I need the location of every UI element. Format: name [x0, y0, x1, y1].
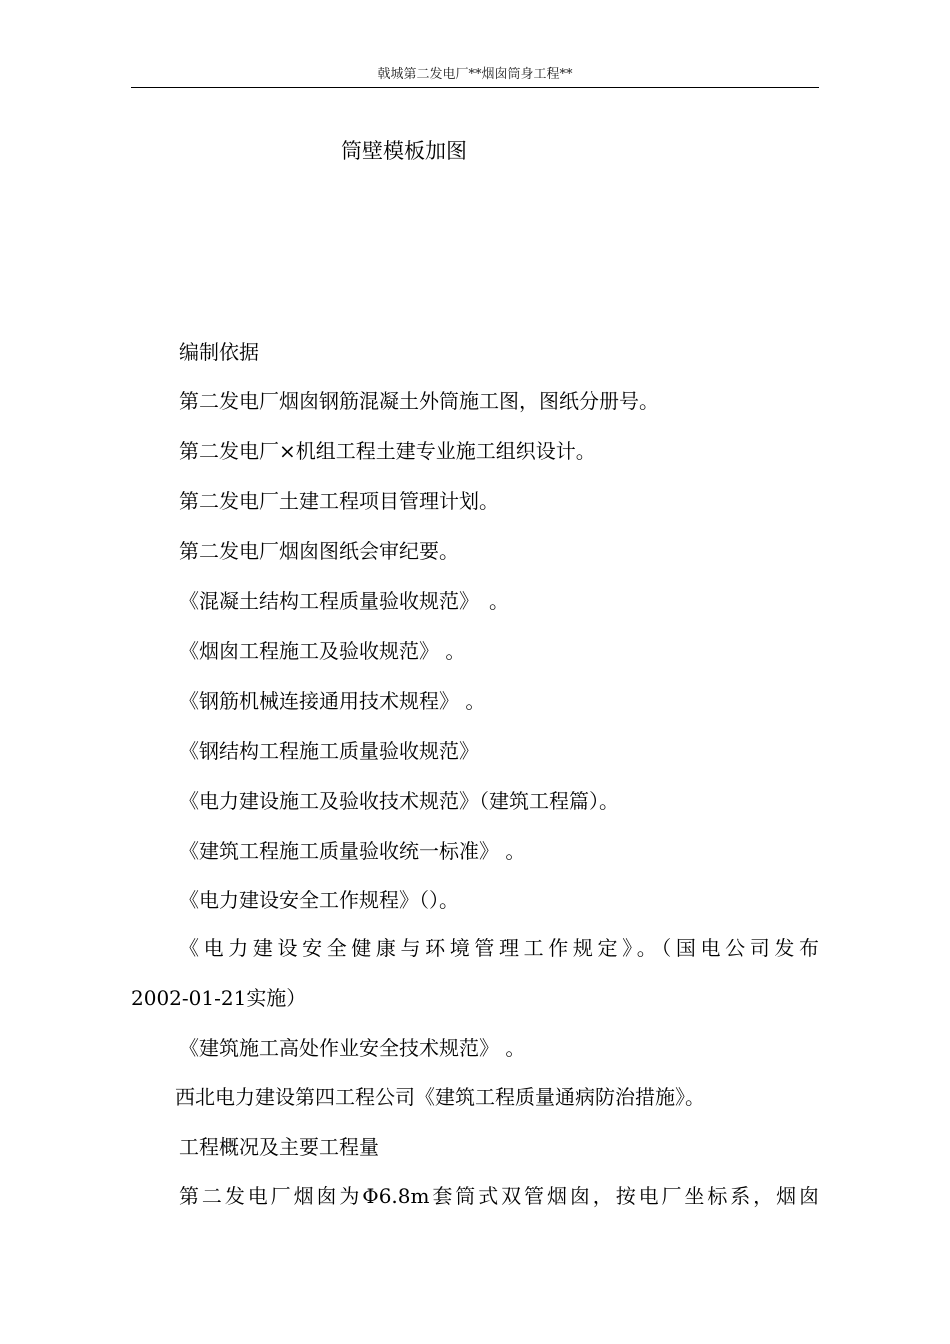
- basis-item: 西北电力建设第四工程公司《建筑工程质量通病防治措施》。: [175, 1085, 705, 1109]
- header-rule: [131, 87, 819, 88]
- document-title: 筒壁模板加图: [341, 139, 467, 163]
- basis-item: 《建筑工程施工质量验收统一标准》 。: [179, 839, 526, 863]
- basis-item: 《电力建设安全工作规程》（）。: [179, 888, 459, 912]
- overview-paragraph: 第二发电厂烟囱为Φ6.8m套筒式双管烟囱，按电厂坐标系，烟囱: [179, 1184, 819, 1208]
- basis-item: 第二发电厂烟囱钢筋混凝土外筒施工图，图纸分册号。: [179, 389, 659, 413]
- basis-item: 《电力建设安全健康与环境管理工作规定》。（国电公司发布: [179, 936, 819, 960]
- section-heading-overview: 工程概况及主要工程量: [179, 1135, 379, 1159]
- basis-item: 《混凝土结构工程质量验收规范》 。: [179, 589, 509, 613]
- basis-item: 《钢结构工程施工质量验收规范》: [179, 739, 479, 763]
- basis-item: 第二发电厂烟囱图纸会审纪要。: [179, 539, 459, 563]
- basis-item: 第二发电厂土建工程项目管理计划。: [179, 489, 499, 513]
- basis-item-continued: 2002-01-21实施）: [131, 986, 307, 1010]
- basis-item: 《钢筋机械连接通用技术规程》 。: [179, 689, 486, 713]
- basis-item: 第二发电厂×机组工程土建专业施工组织设计。: [179, 439, 596, 463]
- running-header: 戟城第二发电厂**烟囱筒身工程**: [377, 67, 573, 82]
- basis-item: 《建筑施工高处作业安全技术规范》 。: [179, 1036, 526, 1060]
- section-heading-basis: 编制依据: [179, 340, 259, 364]
- basis-item: 《烟囱工程施工及验收规范》 。: [179, 639, 466, 663]
- basis-item: 《电力建设施工及验收技术规范》（建筑工程篇）。: [179, 789, 619, 813]
